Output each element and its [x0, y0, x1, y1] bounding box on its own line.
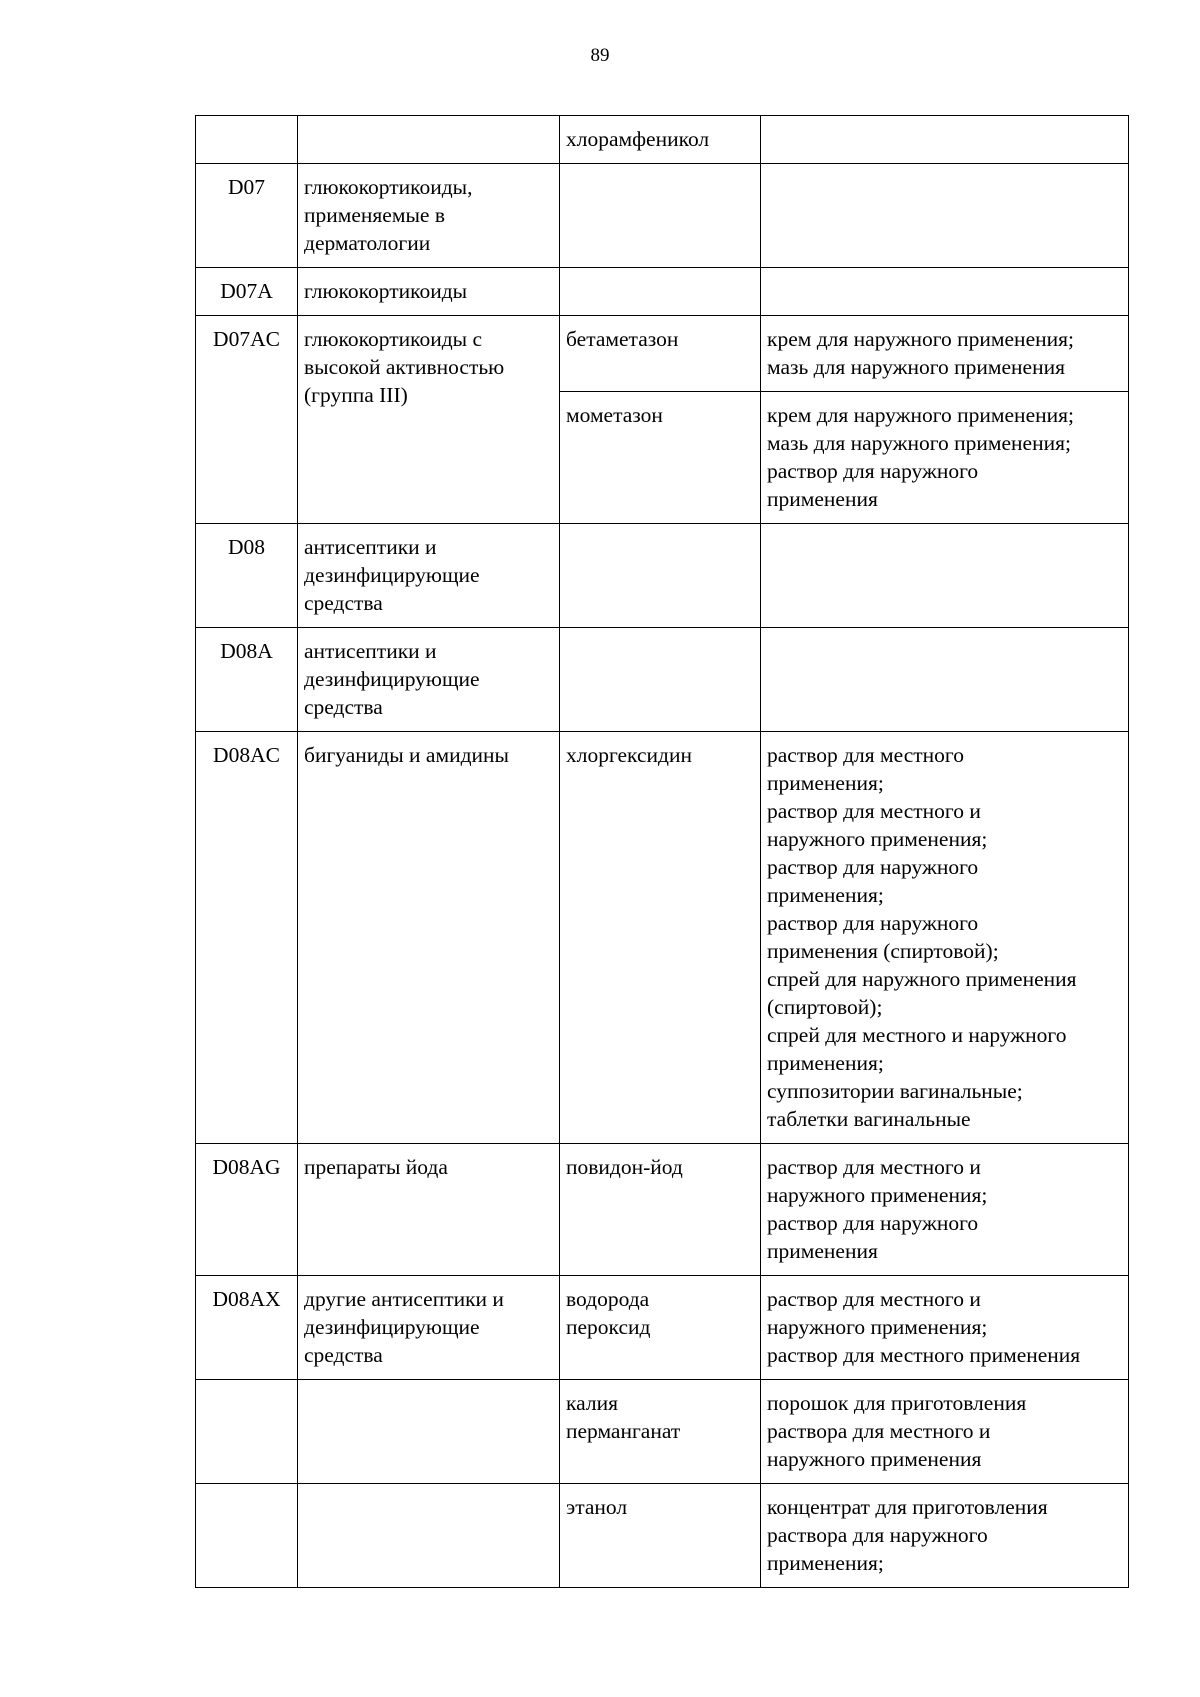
- atc-code-cell: [196, 1380, 298, 1484]
- forms-cell: [761, 392, 1129, 524]
- form-line: порошок для приготовления: [767, 1391, 1027, 1415]
- group-cell: [298, 316, 560, 524]
- group-line: высокой активностью: [304, 355, 505, 379]
- table-row: [196, 268, 1129, 316]
- form-line: спрей для наружного применения: [767, 967, 1077, 991]
- form-line: (спиртовой);: [767, 995, 883, 1019]
- group-line: препараты йода: [304, 1155, 448, 1179]
- form-line: крем для наружного применения;: [767, 327, 1074, 351]
- group-line: антисептики и: [304, 535, 437, 559]
- substance-cell: [560, 524, 761, 628]
- forms-cell: [761, 1484, 1129, 1588]
- table-row: [196, 116, 1129, 164]
- group-line: применяемые в: [304, 203, 445, 227]
- drug-table: [195, 115, 1129, 1588]
- forms-cell: [761, 268, 1129, 316]
- group-line: антисептики и: [304, 639, 437, 663]
- table-row: [196, 732, 1129, 1144]
- substance-line: хлоргексидин: [566, 743, 692, 767]
- group-cell: [298, 1276, 560, 1380]
- form-line: спрей для местного и наружного: [767, 1023, 1067, 1047]
- atc-code-cell: D08AC: [196, 732, 298, 1144]
- forms-cell: [761, 524, 1129, 628]
- form-line: наружного применения;: [767, 827, 988, 851]
- group-line: глюкокортикоиды,: [304, 175, 473, 199]
- atc-code-cell: D08: [196, 524, 298, 628]
- forms-cell: [761, 628, 1129, 732]
- atc-code-cell: D07A: [196, 268, 298, 316]
- atc-code-cell: D07: [196, 164, 298, 268]
- form-line: раствор для местного: [767, 743, 964, 767]
- substance-line: этанол: [566, 1495, 628, 1519]
- group-cell: [298, 524, 560, 628]
- substance-line: водорода: [566, 1287, 650, 1311]
- substance-cell: [560, 316, 761, 392]
- group-line: другие антисептики и: [304, 1287, 504, 1311]
- substance-cell: [560, 1144, 761, 1276]
- forms-cell: [761, 1144, 1129, 1276]
- atc-code-cell: [196, 1484, 298, 1588]
- form-line: раствора для наружного: [767, 1523, 988, 1547]
- forms-cell: [761, 732, 1129, 1144]
- form-line: применения (спиртовой);: [767, 939, 999, 963]
- forms-cell: [761, 1380, 1129, 1484]
- table-row: [196, 1484, 1129, 1588]
- form-line: применения: [767, 487, 878, 511]
- substance-line: мометазон: [566, 403, 663, 427]
- group-cell: [298, 732, 560, 1144]
- table-row: [196, 164, 1129, 268]
- substance-cell: [560, 1484, 761, 1588]
- substance-cell: [560, 628, 761, 732]
- form-line: концентрат для приготовления: [767, 1495, 1048, 1519]
- group-line: дезинфицирующие: [304, 563, 480, 587]
- form-line: применения;: [767, 1051, 884, 1075]
- atc-code-cell: D08AG: [196, 1144, 298, 1276]
- forms-cell: [761, 164, 1129, 268]
- group-cell: [298, 1380, 560, 1484]
- substance-line: повидон-йод: [566, 1155, 683, 1179]
- table-row: [196, 316, 1129, 392]
- atc-code-cell: D08A: [196, 628, 298, 732]
- form-line: раствор для местного и: [767, 1155, 981, 1179]
- group-line: средства: [304, 695, 383, 719]
- substance-line: бетаметазон: [566, 327, 679, 351]
- form-line: раствор для наружного: [767, 855, 979, 879]
- atc-code-cell: [196, 116, 298, 164]
- form-line: мазь для наружного применения;: [767, 431, 1071, 455]
- group-line: глюкокортикоиды с: [304, 327, 483, 351]
- form-line: раствор для наружного: [767, 1211, 979, 1235]
- forms-cell: [761, 116, 1129, 164]
- form-line: раствор для наружного: [767, 459, 979, 483]
- substance-cell: [560, 732, 761, 1144]
- form-line: суппозитории вагинальные;: [767, 1079, 1023, 1103]
- form-line: применения: [767, 1239, 878, 1263]
- group-line: глюкокортикоиды: [304, 279, 468, 303]
- form-line: мазь для наружного применения: [767, 355, 1065, 379]
- form-line: раствор для местного применения: [767, 1343, 1081, 1367]
- group-line: дерматологии: [304, 231, 431, 255]
- forms-cell: [761, 316, 1129, 392]
- table-row: [196, 628, 1129, 732]
- group-cell: [298, 116, 560, 164]
- group-cell: [298, 1144, 560, 1276]
- atc-code-cell: D08AX: [196, 1276, 298, 1380]
- form-line: раствор для наружного: [767, 911, 979, 935]
- substance-cell: [560, 392, 761, 524]
- table-row: [196, 1380, 1129, 1484]
- page-number: 89: [590, 45, 610, 66]
- substance-cell: [560, 164, 761, 268]
- form-line: наружного применения: [767, 1447, 982, 1471]
- group-cell: [298, 164, 560, 268]
- group-line: средства: [304, 591, 383, 615]
- group-line: средства: [304, 1343, 383, 1367]
- group-cell: [298, 1484, 560, 1588]
- form-line: раствор для местного и: [767, 799, 981, 823]
- table-row: [196, 1144, 1129, 1276]
- atc-code-cell: D07AC: [196, 316, 298, 524]
- form-line: раствора для местного и: [767, 1419, 991, 1443]
- substance-line: хлорамфеникол: [566, 127, 710, 151]
- substance-line: пероксид: [566, 1315, 651, 1339]
- group-line: (группа III): [304, 383, 408, 407]
- group-line: дезинфицирующие: [304, 667, 480, 691]
- group-line: дезинфицирующие: [304, 1315, 480, 1339]
- form-line: таблетки вагинальные: [767, 1107, 971, 1131]
- form-line: применения;: [767, 883, 884, 907]
- substance-line: калия: [566, 1391, 618, 1415]
- form-line: наружного применения;: [767, 1315, 988, 1339]
- group-cell: [298, 628, 560, 732]
- forms-cell: [761, 1276, 1129, 1380]
- form-line: применения;: [767, 1551, 884, 1575]
- table-row: [196, 1276, 1129, 1380]
- substance-cell: [560, 1276, 761, 1380]
- substance-cell: [560, 1380, 761, 1484]
- substance-line: перманганат: [566, 1419, 681, 1443]
- table-row: [196, 524, 1129, 628]
- form-line: раствор для местного и: [767, 1287, 981, 1311]
- substance-cell: [560, 116, 761, 164]
- form-line: применения;: [767, 771, 884, 795]
- group-line: бигуаниды и амидины: [304, 743, 509, 767]
- substance-cell: [560, 268, 761, 316]
- form-line: крем для наружного применения;: [767, 403, 1074, 427]
- form-line: наружного применения;: [767, 1183, 988, 1207]
- group-cell: [298, 268, 560, 316]
